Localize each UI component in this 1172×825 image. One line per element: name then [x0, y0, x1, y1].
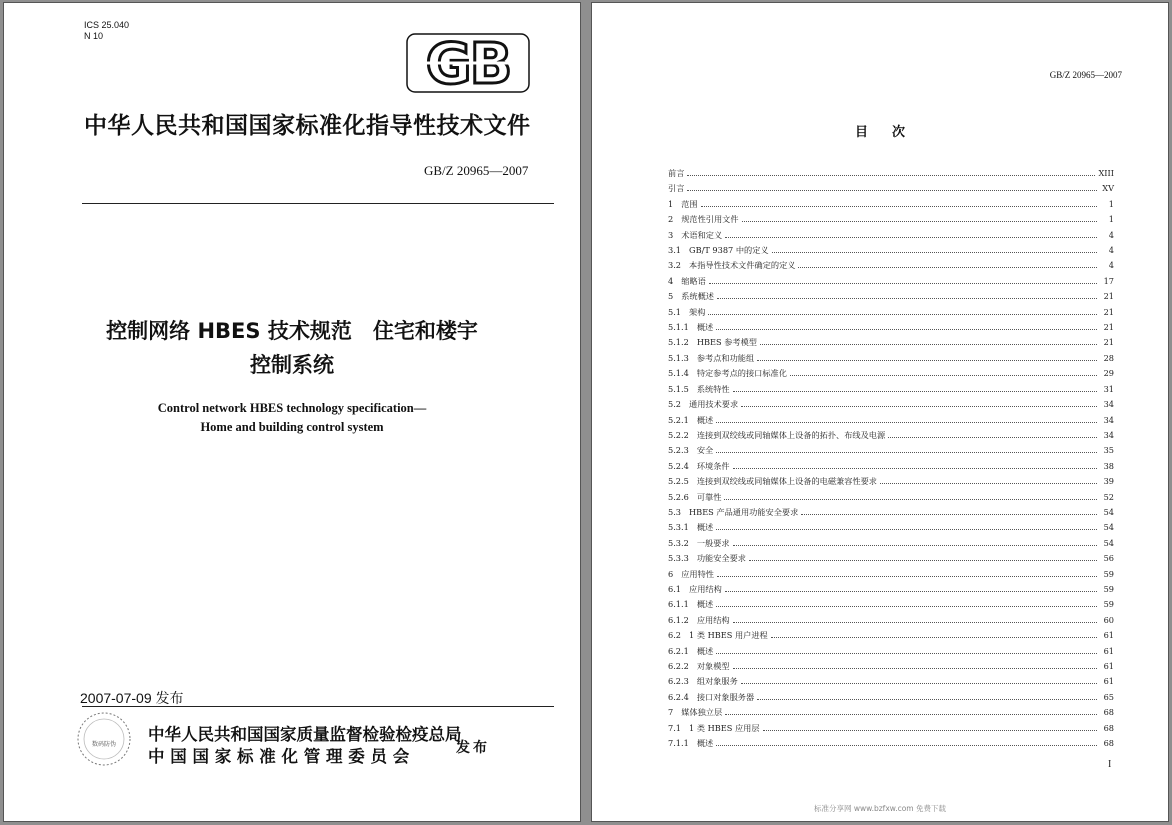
toc-entry[interactable] — [668, 507, 1114, 522]
toc-leader-dots — [880, 482, 1097, 484]
toc-entry-page: 1 — [1108, 198, 1114, 209]
toc-entry-page: 54 — [1103, 522, 1114, 533]
toc-entry-title: 应用特性 — [681, 568, 714, 579]
toc-entry-page: 4 — [1108, 245, 1114, 256]
toc-entry[interactable] — [668, 353, 1114, 368]
toc-entry-title: 功能安全要求 — [696, 553, 746, 564]
toc-entry-title: 1 类 HBES 应用层 — [689, 722, 760, 733]
toc-entry-page: 21 — [1103, 291, 1114, 302]
toc-leader-dots — [687, 174, 1095, 176]
toc-leader-dots — [757, 359, 1097, 361]
toc-entry[interactable] — [668, 415, 1114, 430]
english-title-line1: Control network HBES technology specification— — [157, 401, 427, 415]
toc-entry-title: 环境条件 — [696, 460, 730, 471]
toc-entry-page: 4 — [1108, 229, 1114, 240]
toc-entry[interactable] — [668, 615, 1114, 630]
toc-leader-dots — [757, 698, 1097, 700]
toc-entry-number: 7.1.1 — [668, 738, 689, 749]
document-type-title: 中华人民共和国国家标准化指导性技术文件 — [84, 113, 531, 139]
toc-entry-title: GB/T 9387 中的定义 — [689, 245, 769, 256]
toc-entry-page: 34 — [1103, 429, 1114, 440]
toc-entry-number: 5.1.5 — [668, 383, 689, 394]
toc-entry-title: 通用技术要求 — [689, 399, 739, 410]
toc-leader-dots — [790, 374, 1097, 376]
toc-entry-title: 接口对象服务器 — [696, 691, 755, 702]
toc-entry-number: 6 — [668, 568, 674, 579]
toc-entry-number: 5.2 — [668, 399, 682, 410]
toc-entry[interactable] — [668, 245, 1114, 260]
toc-entry-page: 54 — [1103, 537, 1114, 548]
toc-entry-page: 39 — [1103, 476, 1114, 487]
toc-entry-number: 6.1.2 — [668, 614, 689, 625]
toc-entry-title: 前言 — [668, 168, 685, 178]
toc-leader-dots — [741, 405, 1097, 407]
classification-codes — [84, 20, 129, 42]
toc-entry-title: 对象模型 — [696, 661, 730, 671]
toc-entry-number: 7.1 — [668, 722, 682, 733]
toc-entry-title: 架构 — [689, 306, 706, 317]
toc-entry-number: 5.3.2 — [668, 537, 689, 548]
toc-entry-page: 59 — [1103, 599, 1114, 610]
toc-leader-dots — [717, 575, 1097, 577]
toc-entry-number: 5.1 — [668, 306, 682, 317]
toc-list — [668, 168, 1114, 753]
toc-entry-number: 5.1.2 — [668, 337, 689, 348]
toc-entry[interactable] — [668, 738, 1114, 753]
issuer-line1: 中华人民共和国国家质量监督检验检疫总局 — [148, 725, 462, 744]
toc-leader-dots — [888, 436, 1097, 438]
toc-entry-page: 4 — [1108, 260, 1114, 271]
toc-leader-dots — [716, 605, 1097, 607]
toc-entry-page: 61 — [1103, 676, 1114, 687]
toc-entry-title: 应用结构 — [696, 614, 730, 625]
toc-entry-number: 6.2.4 — [668, 691, 689, 702]
toc-entry[interactable] — [668, 461, 1114, 476]
toc-entry-number: 6.2 — [668, 630, 682, 641]
toc-entry-page: 59 — [1103, 568, 1114, 579]
toc-entry[interactable] — [668, 553, 1114, 568]
gb-logo-text: GB — [425, 33, 511, 93]
gb-logo — [406, 33, 530, 93]
toc-entry-number: 6.2.3 — [668, 676, 689, 687]
toc-entry-number: 2 — [668, 214, 674, 225]
toc-entry-number: 6.2.1 — [668, 645, 689, 656]
toc-leader-dots — [772, 251, 1097, 253]
toc-leader-dots — [760, 343, 1097, 345]
running-header: GB/Z 20965—2007 — [1049, 70, 1122, 80]
toc-entry-page: 54 — [1103, 506, 1114, 517]
toc-entry[interactable] — [668, 569, 1114, 584]
toc-leader-dots — [771, 636, 1097, 638]
toc-entry-page: 60 — [1103, 614, 1114, 625]
toc-entry[interactable] — [668, 492, 1114, 507]
toc-entry-number: 5.2.4 — [668, 460, 689, 471]
seal-text: 数码防伪 — [91, 741, 117, 748]
ics-code: ICS 25.040 — [84, 20, 130, 30]
toc-entry[interactable] — [668, 230, 1114, 245]
toc-entry[interactable] — [668, 291, 1114, 306]
toc-entry-page: XIII — [1098, 168, 1114, 178]
toc-leader-dots — [733, 467, 1097, 469]
toc-leader-dots — [733, 544, 1097, 546]
toc-entry-number: 5.3.3 — [668, 553, 689, 564]
toc-entry-page: 34 — [1103, 414, 1114, 425]
standard-number: GB/Z 20965—2007 — [424, 163, 529, 178]
toc-entry[interactable] — [668, 522, 1114, 537]
toc-entry-page: 56 — [1103, 553, 1114, 564]
watermark-footer: 标准分享网 www.bzfxw.com 免费下载 — [814, 804, 946, 813]
toc-entry-number: 3 — [668, 229, 674, 240]
toc-leader-dots — [724, 498, 1097, 500]
toc-entry-title: 1 类 HBES 用户进程 — [689, 630, 768, 641]
toc-entry[interactable] — [668, 707, 1114, 722]
toc-entry-number: 5.1.3 — [668, 352, 689, 363]
toc-entry-title: 可靠性 — [696, 491, 722, 502]
toc-leader-dots — [716, 451, 1097, 453]
toc-entry-number: 5.2.1 — [668, 414, 689, 425]
toc-entry-number: 7 — [668, 707, 674, 718]
toc-entry-page: XV — [1102, 183, 1114, 194]
anti-counterfeit-seal — [74, 709, 134, 769]
toc-entry[interactable] — [668, 584, 1114, 599]
toc-entry-title: 概述 — [696, 522, 714, 533]
toc-entry-page: 29 — [1103, 368, 1114, 379]
toc-entry-title: 规范性引用文件 — [681, 214, 739, 225]
toc-leader-dots — [701, 205, 1097, 207]
toc-entry[interactable] — [668, 183, 1114, 198]
toc-leader-dots — [733, 621, 1097, 623]
toc-entry-number: 5 — [668, 291, 674, 302]
toc-entry[interactable] — [668, 399, 1114, 414]
toc-entry[interactable] — [668, 661, 1114, 676]
toc-entry-number: 6.1.1 — [668, 599, 689, 610]
toc-entry[interactable] — [668, 538, 1114, 553]
toc-leader-dots — [716, 328, 1097, 330]
toc-entry-page: 38 — [1103, 460, 1114, 471]
toc-entry[interactable] — [668, 307, 1114, 322]
toc-leader-dots — [716, 421, 1097, 423]
toc-entry-page: 61 — [1103, 661, 1114, 671]
toc-entry[interactable] — [668, 646, 1114, 661]
toc-entry-number: 5.1.1 — [668, 322, 689, 333]
toc-entry-page: 68 — [1103, 738, 1114, 749]
toc-entry-title: 组对象服务 — [696, 676, 738, 687]
toc-leader-dots — [763, 729, 1097, 731]
toc-entry-number: 6.2.2 — [668, 661, 689, 671]
toc-title-char1: 目 — [854, 125, 868, 140]
toc-entry[interactable] — [668, 368, 1114, 383]
toc-entry-page: 52 — [1103, 491, 1114, 502]
toc-title — [592, 121, 1168, 140]
toc-leader-dots — [708, 313, 1097, 315]
toc-leader-dots — [725, 713, 1097, 715]
toc-entry[interactable] — [668, 168, 1114, 183]
toc-entry-page: 21 — [1103, 306, 1114, 317]
toc-entry-page: 21 — [1103, 322, 1114, 333]
toc-entry[interactable] — [668, 337, 1114, 352]
toc-entry-title: 系统特性 — [696, 383, 730, 394]
cover-page — [4, 3, 580, 821]
page-folio: I — [1108, 759, 1112, 770]
toc-entry-number: 5.2.2 — [668, 429, 689, 440]
toc-entry-title: 参考点和功能组 — [696, 352, 755, 363]
toc-entry-title: 术语和定义 — [681, 229, 723, 240]
toc-title-char2: 次 — [892, 125, 906, 140]
toc-leader-dots — [742, 220, 1097, 222]
toc-entry-number: 3.2 — [668, 260, 682, 271]
toc-leader-dots — [717, 297, 1097, 299]
toc-entry-title: 引言 — [668, 183, 685, 194]
toc-entry[interactable] — [668, 692, 1114, 707]
header-rule — [82, 203, 554, 204]
issued-label: 发布 — [456, 740, 490, 756]
toc-entry[interactable] — [668, 214, 1114, 229]
toc-entry[interactable] — [668, 723, 1114, 738]
toc-entry-title: 范围 — [681, 198, 698, 209]
toc-entry[interactable] — [668, 276, 1114, 291]
toc-leader-dots — [798, 266, 1097, 268]
toc-entry-title: 一般要求 — [696, 537, 730, 548]
toc-entry-page: 1 — [1108, 214, 1114, 225]
toc-entry-page: 17 — [1103, 275, 1114, 286]
toc-entry-title: HBES 参考模型 — [696, 337, 757, 348]
ccs-code: N 10 — [84, 31, 104, 41]
toc-entry-number: 6.1 — [668, 583, 682, 594]
toc-entry-title: HBES 产品通用功能安全要求 — [689, 506, 799, 517]
toc-entry[interactable] — [668, 384, 1114, 399]
toc-entry-page: 68 — [1103, 707, 1114, 718]
toc-entry-title: 概述 — [696, 599, 714, 610]
toc-entry-title: 特定参考点的接口标准化 — [696, 368, 787, 379]
toc-leader-dots — [709, 282, 1097, 284]
toc-entry-title: 系统概述 — [681, 291, 714, 302]
toc-entry-number: 5.2.6 — [668, 491, 689, 502]
toc-entry-page: 65 — [1103, 691, 1114, 702]
toc-entry-number: 5.2.3 — [668, 445, 689, 456]
toc-entry[interactable] — [668, 630, 1114, 645]
toc-entry-page: 61 — [1103, 645, 1114, 656]
toc-entry-number: 5.1.4 — [668, 368, 689, 379]
toc-entry-number: 4 — [668, 275, 674, 286]
toc-entry-title: 概述 — [696, 414, 714, 425]
toc-leader-dots — [801, 513, 1097, 515]
issuer-line2: 中 国 国 家 标 准 化 管 理 委 员 会 — [148, 747, 410, 766]
toc-leader-dots — [733, 390, 1097, 392]
toc-entry-page: 68 — [1103, 722, 1114, 733]
toc-entry-title: 媒体独立层 — [681, 707, 723, 718]
toc-leader-dots — [741, 682, 1097, 684]
english-title-line2: Home and building control system — [200, 420, 384, 434]
toc-entry[interactable] — [668, 322, 1114, 337]
toc-entry-page: 31 — [1103, 383, 1114, 394]
toc-leader-dots — [749, 559, 1097, 561]
toc-entry[interactable] — [668, 599, 1114, 614]
toc-entry[interactable] — [668, 199, 1114, 214]
toc-entry-title: 缩略语 — [681, 275, 706, 286]
toc-entry[interactable] — [668, 260, 1114, 275]
toc-leader-dots — [716, 528, 1097, 530]
chinese-title-line2: 控制系统 — [250, 353, 334, 377]
toc-entry-title: 应用结构 — [689, 583, 722, 594]
toc-leader-dots — [725, 236, 1097, 238]
toc-entry-page: 28 — [1103, 352, 1114, 363]
toc-entry-title: 连接到双绞线或同轴媒体上设备的拓扑、布线及电源 — [696, 429, 886, 440]
toc-entry-title: 概述 — [696, 738, 714, 749]
toc-entry-number: 1 — [668, 198, 674, 209]
toc-entry[interactable] — [668, 430, 1114, 445]
toc-leader-dots — [716, 652, 1097, 654]
toc-entry-title: 连接到双绞线或同轴媒体上设备的电磁兼容性要求 — [696, 476, 877, 487]
toc-page — [592, 3, 1168, 821]
chinese-title-line1: 控制网络 HBES 技术规范 住宅和楼宇 — [106, 319, 478, 343]
toc-entry-page: 21 — [1103, 337, 1114, 348]
toc-leader-dots — [733, 667, 1097, 669]
toc-entry-number: 5.2.5 — [668, 476, 689, 487]
toc-entry[interactable] — [668, 476, 1114, 491]
toc-entry[interactable] — [668, 676, 1114, 691]
toc-entry[interactable] — [668, 445, 1114, 460]
toc-leader-dots — [716, 744, 1097, 746]
toc-entry-page: 61 — [1103, 630, 1114, 641]
toc-entry-number: 5.3 — [668, 506, 682, 517]
toc-entry-title: 安全 — [696, 445, 714, 456]
toc-entry-number: 3.1 — [668, 245, 682, 256]
issue-date: 2007-07-09 发布 — [80, 690, 184, 706]
toc-entry-title: 本指导性技术文件确定的定义 — [689, 260, 796, 271]
footer-rule — [82, 706, 554, 707]
toc-entry-title: 概述 — [696, 645, 714, 656]
toc-leader-dots — [725, 590, 1097, 592]
toc-entry-number: 5.3.1 — [668, 522, 689, 533]
toc-entry-title: 概述 — [696, 322, 714, 333]
toc-leader-dots — [687, 189, 1097, 191]
toc-entry-page: 59 — [1103, 583, 1114, 594]
toc-entry-page: 34 — [1103, 399, 1114, 410]
toc-entry-page: 35 — [1103, 445, 1114, 456]
